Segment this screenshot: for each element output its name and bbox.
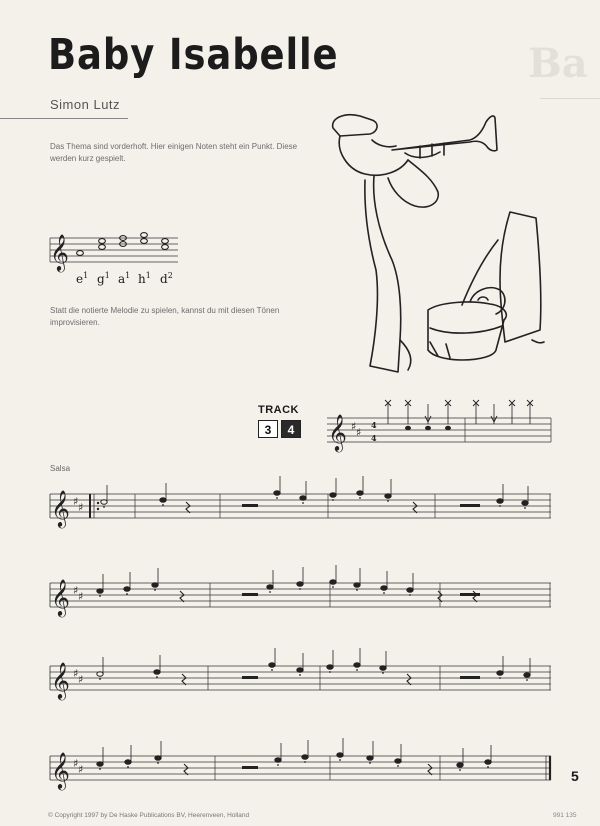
staccato-dot <box>369 762 371 764</box>
quarter-rest <box>473 591 477 602</box>
sharp-icon: ♯ <box>78 673 84 686</box>
staccato-dot <box>157 762 159 764</box>
staccato-dot <box>459 769 461 771</box>
melody-staves <box>50 476 551 790</box>
whole-note <box>162 245 169 250</box>
half-rest <box>460 504 480 507</box>
quarter-note <box>524 673 530 678</box>
melody-staff <box>50 738 551 790</box>
staccato-dot <box>382 672 384 674</box>
half-rest <box>460 593 480 596</box>
quarter-note <box>154 670 160 675</box>
quarter-note <box>357 491 363 496</box>
staccato-dot <box>299 674 301 676</box>
treble-clef-icon: 𝄞 <box>51 661 70 699</box>
composer-name: Simon Lutz <box>50 97 121 112</box>
quarter-rest <box>413 502 417 513</box>
quarter-note <box>367 756 373 761</box>
whole-note <box>99 239 106 244</box>
quarter-rest <box>428 764 432 775</box>
staccato-dot <box>383 592 385 594</box>
quarter-rest <box>438 591 442 602</box>
quarter-note <box>327 665 333 670</box>
time-signature-bottom: 4 <box>371 433 377 443</box>
quarter-note <box>297 582 303 587</box>
staccato-dot <box>499 505 501 507</box>
quarter-note <box>302 755 308 760</box>
quarter-note <box>407 588 413 593</box>
sharp-icon: ♯ <box>73 757 79 770</box>
track-number-3: 3 <box>258 420 278 438</box>
staccato-dot <box>526 679 528 681</box>
staccato-dot <box>339 759 341 761</box>
quarter-note <box>385 494 391 499</box>
quarter-note <box>124 587 130 592</box>
staccato-dot <box>277 764 279 766</box>
quarter-rest <box>184 764 188 775</box>
quarter-note <box>330 493 336 498</box>
catalog-number: 991 135 <box>553 812 577 819</box>
quarter-note <box>395 759 401 764</box>
staccato-dot <box>356 669 358 671</box>
staccato-dot <box>487 766 489 768</box>
staccato-dot <box>99 678 101 680</box>
note-name-g: $g^1$ <box>97 271 110 286</box>
scale-staff <box>50 233 178 272</box>
note-head <box>445 426 451 430</box>
quarter-rest <box>186 502 190 513</box>
quarter-rest <box>182 674 186 685</box>
quarter-note <box>337 753 343 758</box>
melody-staff <box>50 648 551 700</box>
staccato-dot <box>329 671 331 673</box>
treble-clef-icon: 𝄞 <box>51 751 70 789</box>
quarter-note <box>274 491 280 496</box>
staccato-dot <box>271 669 273 671</box>
quarter-note <box>380 666 386 671</box>
staccato-dot <box>269 591 271 593</box>
treble-clef-icon: 𝄞 <box>50 233 69 271</box>
sharp-icon: ♯ <box>356 426 362 439</box>
half-rest <box>460 676 480 679</box>
staccato-dot <box>524 507 526 509</box>
quarter-note <box>155 756 161 761</box>
copyright-notice: © Copyright 1997 by De Haske Publications BV, Heerenveen, Holland <box>48 812 250 819</box>
quarter-note <box>97 589 103 594</box>
sharp-icon: ♯ <box>78 763 84 776</box>
quarter-note <box>497 671 503 676</box>
staccato-dot <box>332 499 334 501</box>
staccato-dot <box>299 588 301 590</box>
repeat-dot <box>97 508 99 510</box>
piece-title: Baby Isabelle <box>48 30 339 80</box>
staccato-dot <box>409 594 411 596</box>
melody-staff <box>50 476 551 528</box>
quarter-note <box>485 760 491 765</box>
note-head <box>425 426 431 430</box>
staccato-dot <box>154 589 156 591</box>
note-name-h: $h^1$ <box>138 271 151 286</box>
sharp-icon: ♯ <box>73 584 79 597</box>
quarter-note <box>152 583 158 588</box>
style-label: Salsa <box>50 464 71 473</box>
quarter-note <box>300 496 306 501</box>
whole-note <box>141 233 148 238</box>
quarter-note <box>330 580 336 585</box>
note-head <box>405 426 411 430</box>
track-number-4-active: 4 <box>281 420 301 438</box>
quarter-note <box>160 498 166 503</box>
staccato-dot <box>356 589 358 591</box>
groove-rhythm-marks <box>385 400 533 430</box>
quarter-note <box>275 758 281 763</box>
quarter-note <box>354 663 360 668</box>
quarter-note <box>522 501 528 506</box>
treble-clef-icon: 𝄞 <box>51 489 70 527</box>
half-rest <box>242 766 258 769</box>
staccato-dot <box>302 502 304 504</box>
sharp-icon: ♯ <box>78 590 84 603</box>
quarter-note <box>457 763 463 768</box>
note-name-e: $e^1$ <box>76 271 89 286</box>
quarter-note <box>297 668 303 673</box>
sharp-icon: ♯ <box>351 420 357 433</box>
staccato-dot <box>397 765 399 767</box>
trumpet-player-illustration <box>333 115 544 372</box>
staccato-dot <box>332 586 334 588</box>
half-rest <box>242 676 258 679</box>
sharp-icon: ♯ <box>73 667 79 680</box>
staccato-dot <box>99 595 101 597</box>
staccato-dot <box>156 676 158 678</box>
whole-note <box>77 251 84 256</box>
treble-clef-icon: 𝄞 <box>328 413 347 451</box>
quarter-note <box>354 583 360 588</box>
page-number: 5 <box>571 768 579 784</box>
half-note <box>101 500 107 505</box>
staccato-dot <box>126 593 128 595</box>
staccato-dot <box>162 504 164 506</box>
staccato-dot <box>276 497 278 499</box>
half-rest <box>242 504 258 507</box>
whole-note <box>141 239 148 244</box>
quarter-rest <box>180 591 184 602</box>
note-name-a: $a^1$ <box>118 271 131 286</box>
whole-note <box>162 239 169 244</box>
quarter-rest <box>407 674 411 685</box>
staccato-dot <box>127 766 129 768</box>
quarter-note <box>269 663 275 668</box>
intro-text: Das Thema sind vorderhoft. Hier einigen Noten steht ein Punkt. Diese werden kurz gespielt. <box>50 142 298 163</box>
sharp-icon: ♯ <box>78 501 84 514</box>
quarter-note <box>497 499 503 504</box>
treble-clef-icon: 𝄞 <box>51 578 70 616</box>
quarter-note <box>97 762 103 767</box>
whole-note <box>99 245 106 250</box>
staccato-dot <box>304 761 306 763</box>
quarter-note <box>381 586 387 591</box>
staccato-dot <box>103 506 105 508</box>
staccato-dot <box>499 677 501 679</box>
note-name-d: $d^2$ <box>160 271 173 286</box>
quarter-note <box>125 760 131 765</box>
melody-staff <box>50 565 551 617</box>
track-label: TRACK <box>258 404 299 416</box>
quarter-note <box>267 585 273 590</box>
staccato-dot <box>387 500 389 502</box>
faded-opposite-page-title: Ba <box>528 40 588 87</box>
staccato-dot <box>99 768 101 770</box>
time-signature-top: 4 <box>371 420 377 430</box>
sharp-icon: ♯ <box>73 495 79 508</box>
staccato-dot <box>359 497 361 499</box>
half-note <box>97 672 103 677</box>
repeat-dot <box>97 502 99 504</box>
improvisation-text: Statt die notierte Melodie zu spielen, kannst du mit diesen Tönen improvisieren. <box>50 306 280 327</box>
half-rest <box>242 593 258 596</box>
groove-staff <box>327 413 551 452</box>
